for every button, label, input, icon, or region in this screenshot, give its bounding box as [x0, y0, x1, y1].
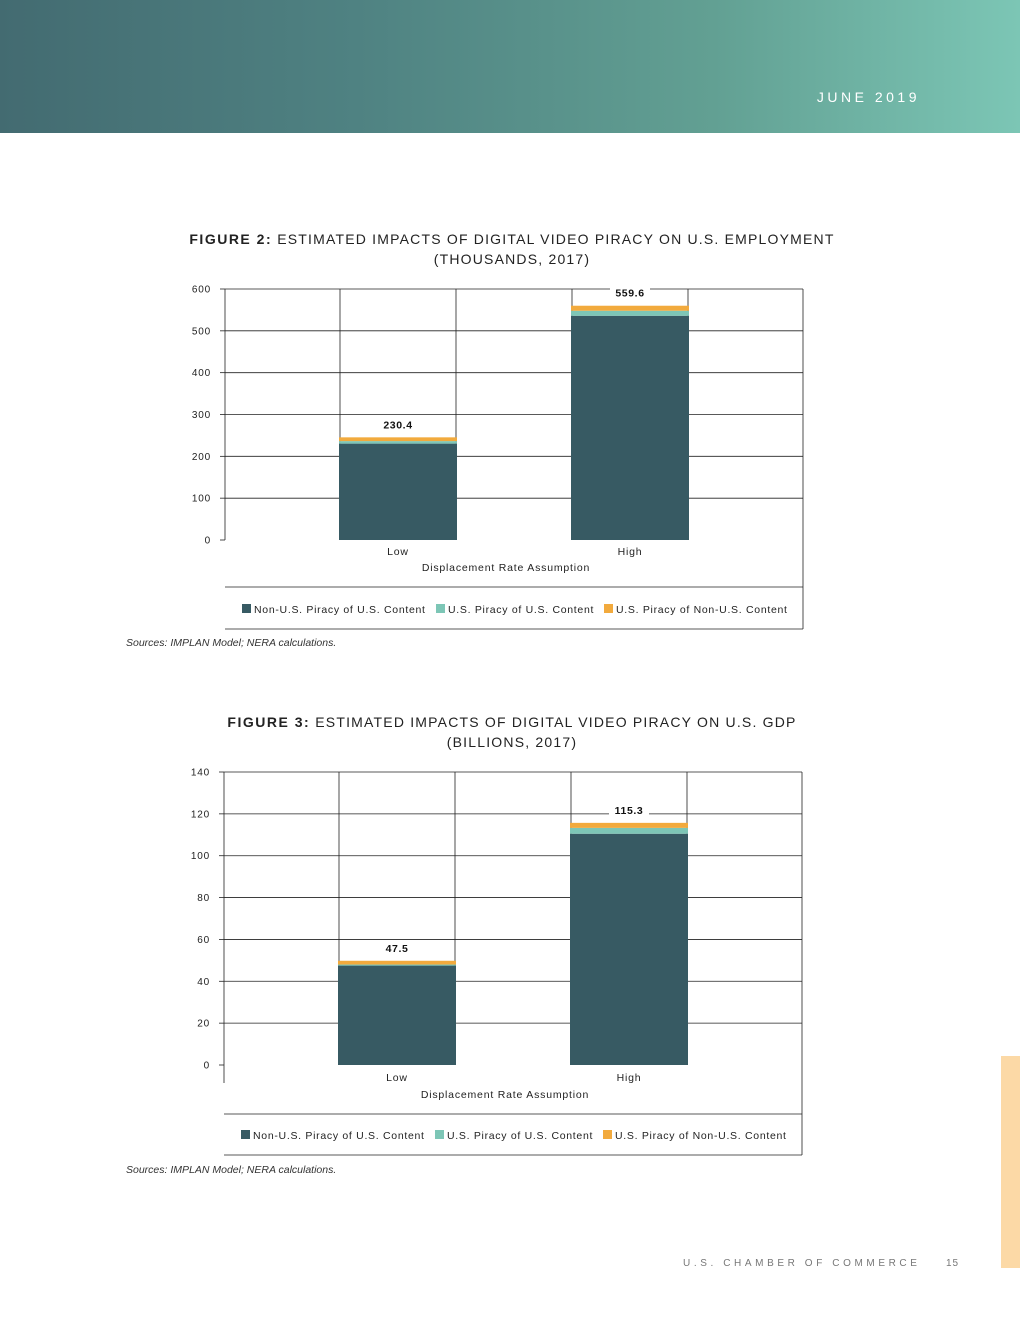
y-tick-label: 600	[191, 284, 211, 296]
figure-2-subtitle: (THOUSANDS, 2017)	[433, 251, 591, 267]
figure-3-title-text: ESTIMATED IMPACTS OF DIGITAL VIDEO PIRACY ON U.S. GDP	[315, 714, 797, 730]
y-tick-label: 300	[191, 410, 211, 421]
y-tick-label: 80	[197, 893, 210, 905]
figure-2-title-text: ESTIMATED IMPACTS OF DIGITAL VIDEO PIRACY ON U.S. EMPLOYMENT	[277, 231, 835, 247]
data-label: 230.4	[383, 419, 413, 432]
bar-segment	[570, 823, 688, 828]
legend-label: U.S. Piracy of U.S. Content	[448, 604, 595, 616]
bar-segment	[570, 828, 688, 834]
y-tick-label: 0	[203, 1060, 210, 1072]
y-tick-label: 100	[191, 493, 211, 505]
x-axis-title: Displacement Rate Assumption	[420, 1089, 590, 1101]
legend-label: U.S. Piracy of U.S. Content	[447, 1130, 594, 1142]
legend-label: Non-U.S. Piracy of U.S. Content	[254, 604, 426, 616]
legend-swatch	[241, 1130, 250, 1139]
y-tick-label: 60	[197, 934, 210, 946]
y-tick-label: 140	[190, 767, 210, 779]
data-label: 115.3	[614, 804, 644, 817]
x-category-label: Low	[387, 546, 409, 558]
footer-organization: U.S. CHAMBER OF COMMERCE	[683, 1258, 921, 1269]
figure-3-label: FIGURE 3:	[227, 714, 311, 730]
bar-segment	[338, 965, 456, 966]
x-category-label: High	[616, 1072, 642, 1084]
figure-2-label: FIGURE 2:	[189, 231, 273, 247]
side-tab-decoration	[1001, 1056, 1020, 1268]
legend-swatch	[603, 1130, 612, 1139]
y-tick-label: 0	[204, 535, 211, 547]
data-label: 559.6	[615, 287, 645, 300]
legend-swatch	[435, 1130, 444, 1139]
bar-segment	[338, 966, 456, 1065]
x-axis-title: Displacement Rate Assumption	[421, 562, 591, 574]
y-tick-label: 400	[191, 368, 211, 380]
legend-label: U.S. Piracy of Non-U.S. Content	[615, 1130, 787, 1142]
y-tick-label: 20	[197, 1018, 210, 1030]
y-tick-label: 120	[190, 809, 210, 821]
figure-3-source: Sources: IMPLAN Model; NERA calculations.	[126, 1164, 337, 1176]
figure-2-source: Sources: IMPLAN Model; NERA calculations.	[126, 637, 337, 649]
y-tick-label: 200	[191, 451, 211, 463]
legend-label: U.S. Piracy of Non-U.S. Content	[616, 604, 788, 616]
data-label: 47.5	[385, 942, 409, 955]
legend-label: Non-U.S. Piracy of U.S. Content	[253, 1130, 425, 1142]
y-tick-label: 40	[197, 976, 210, 988]
bar-segment	[570, 834, 688, 1065]
x-category-label: Low	[386, 1072, 408, 1084]
report-date: JUNE 2019	[816, 89, 920, 105]
figure-3-subtitle: (BILLIONS, 2017)	[446, 734, 578, 750]
y-tick-label: 500	[191, 326, 211, 338]
bar-segment	[338, 961, 456, 965]
x-category-label: High	[617, 546, 643, 558]
y-tick-label: 100	[190, 851, 210, 863]
page-number: 15	[946, 1258, 960, 1269]
